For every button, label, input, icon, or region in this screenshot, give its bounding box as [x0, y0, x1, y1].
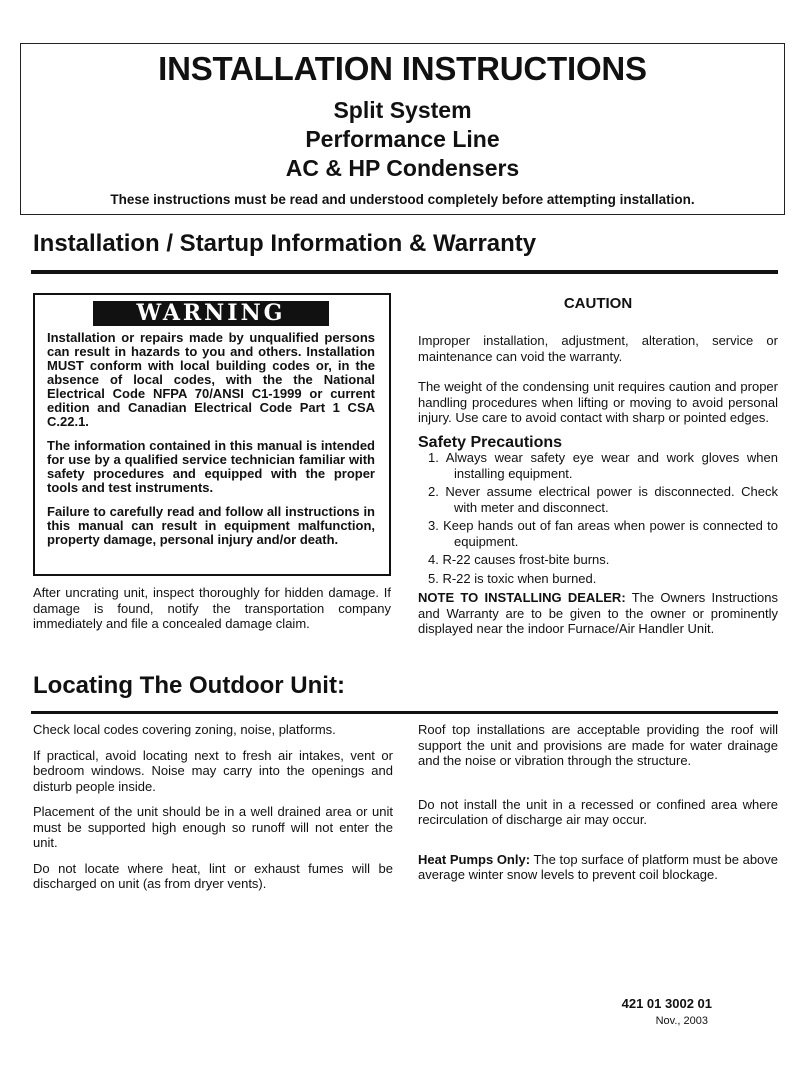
warning-banner: WARNING — [93, 301, 329, 326]
warning-text — [47, 331, 375, 557]
warning-paragraph-3: Failure to carefully read and follow all instructions in this manual can result in equipment malfunction, property damage, personal injury and/or death. — [47, 504, 375, 547]
safety-item-3: 3. Keep hands out of fan areas when power is connected to equipment. — [428, 518, 778, 549]
locating-left-column — [33, 722, 393, 892]
subtitle-line-1: Split System — [333, 97, 472, 123]
heat-pump-label: Heat Pumps Only: — [418, 851, 531, 867]
safety-item-2: 2. Never assume electrical power is disconnected. Check with meter and disconnect. — [428, 484, 778, 515]
warning-box — [33, 293, 391, 576]
caution-heading: CAUTION — [563, 295, 633, 312]
subtitle-line-2: Performance Line — [305, 126, 500, 152]
caution-column — [418, 333, 778, 637]
dealer-note-text: The Owners Instructions and Warranty are to be given to the owner or prominently displayed near the indoor Furnace/Air Handler Unit. — [418, 590, 778, 636]
safety-item-4: 4. R-22 causes frost-bite burns. — [428, 552, 610, 567]
warning-paragraph-2: The information contained in this manual is intended for use by a qualified service technician familiar with safety procedures and equipped with the proper tools and test instruments. — [47, 438, 375, 495]
title-box — [20, 43, 785, 215]
document-date: Nov., 2003 — [655, 1015, 708, 1027]
heat-pump-note — [418, 852, 778, 883]
caution-paragraph-1: Improper installation, adjustment, alteration, service or maintenance can void the warranty. — [418, 333, 778, 364]
read-note: These instructions must be read and understood completely before attempting installation. — [110, 192, 695, 207]
dealer-note-label: NOTE TO INSTALLING DEALER: — [418, 590, 626, 605]
locating-right-paragraph-2: Do not install the unit in a recessed or confined area where recirculation of discharge air may occur. — [418, 796, 778, 827]
safety-precautions-heading: Safety Precautions — [418, 433, 563, 451]
locating-left-paragraph-1: Check local codes covering zoning, noise, platforms. — [33, 722, 336, 737]
safety-list — [418, 450, 778, 586]
document-number: 421 01 3002 01 — [621, 996, 712, 1011]
heat-pump-text: The top surface of platform must be above average winter snow levels to prevent coil blockage. — [418, 851, 779, 882]
safety-item-1: 1. Always wear safety eye wear and work gloves when installing equipment. — [428, 450, 778, 481]
locating-left-paragraph-3: Placement of the unit should be in a well drained area or unit must be supported high enough so runoff will not enter the unit. — [33, 804, 393, 850]
document-title: INSTALLATION INSTRUCTIONS — [158, 50, 647, 87]
dealer-note — [418, 590, 778, 637]
section-heading-warranty: Installation / Startup Information & Warranty — [33, 230, 537, 257]
section-rule-locating — [31, 711, 778, 714]
warning-paragraph-1: Installation or repairs made by unqualified persons can result in hazards to you and others. Installation MUST conform with local building codes or, in the absence of local codes, with the the National Electrical Code NFPA 70/ANSI C1-1999 or current edition and Canadian Electrical Code Part 1 CSA C.22.1. — [47, 330, 375, 429]
uncrating-text: After uncrating unit, inspect thoroughly for hidden damage. If damage is found, notify the transportation company immediately and file a concealed damage claim. — [33, 585, 391, 631]
locating-left-paragraph-4: Do not locate where heat, lint or exhaust fumes will be discharged on unit (as from dryer vents). — [33, 860, 393, 891]
locating-left-paragraph-2: If practical, avoid locating next to fresh air intakes, vent or bedroom windows. Noise may carry into the openings and disturb people inside. — [33, 747, 393, 794]
subtitle-line-3: AC & HP Condensers — [285, 155, 520, 181]
section-heading-locating: Locating The Outdoor Unit: — [33, 672, 345, 699]
locating-right-column — [418, 722, 778, 883]
caution-paragraph-2: The weight of the condensing unit requires caution and proper handling procedures when lifting or moving to avoid personal injury. Use care to avoid contact with sharp or pointed edges. — [418, 379, 778, 425]
section-rule-warranty — [31, 270, 778, 274]
safety-item-5: 5. R-22 is toxic when burned. — [428, 570, 597, 586]
uncrating-note — [33, 585, 391, 632]
locating-right-paragraph-1: Roof top installations are acceptable providing the roof will support the unit and provisions are made for water drainage and the noise or vibration through the structure. — [418, 722, 778, 768]
